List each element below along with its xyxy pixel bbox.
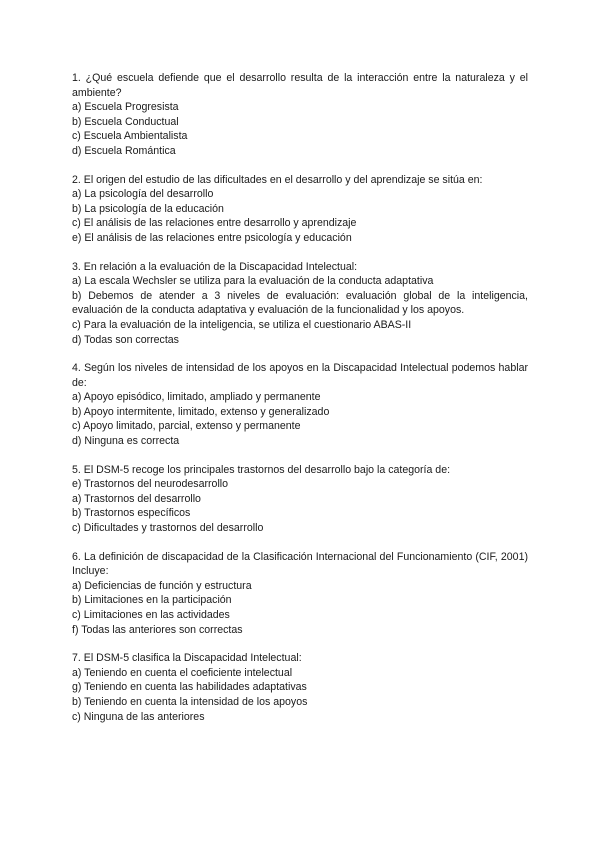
option-item: c) El análisis de las relaciones entre desarrollo y aprendizaje [72,217,357,230]
option-item: a) Teniendo en cuenta el coeficiente intelectual [72,666,293,679]
option-item: b) Teniendo en cuenta la intensidad de los apoyos [72,695,308,708]
option-item: b) Trastornos específicos [72,507,191,520]
option-item: a) Trastornos del desarrollo [72,492,201,505]
question-text: 6. La definición de discapacidad de la Clasificación Internacional del Funcionamiento (CIF, 2001) Incluye: [72,550,528,578]
question-2 [72,173,528,246]
option-item: e) El análisis de las relaciones entre psicología y educación [72,231,352,244]
option-item: c) Ninguna de las anteriores [72,710,205,723]
option-item: a) Escuela Progresista [72,101,179,114]
question-text: 2. El origen del estudio de las dificultades en el desarrollo y del aprendizaje se sitúa en: [72,173,483,186]
question-text: 4. Según los niveles de intensidad de los apoyos en la Discapacidad Intelectual podemos hablar de: [72,362,528,389]
question-text: 5. El DSM-5 recoge los principales trastornos del desarrollo bajo la categoría de: [72,463,451,476]
option-item: b) Apoyo intermitente, limitado, extenso y generalizado [72,405,330,418]
option-item: a) Apoyo episódico, limitado, ampliado y permanente [72,391,321,404]
option-item: e) Trastornos del neurodesarrollo [72,478,229,491]
option-item: c) Limitaciones en las actividades [72,609,230,621]
option-item: c) Escuela Ambientalista [72,130,188,143]
option-item: g) Teniendo en cuenta las habilidades adaptativas [72,681,307,694]
option-item: c) Apoyo limitado, parcial, extenso y permanente [72,420,301,433]
option-item: a) La psicología del desarrollo [72,188,214,201]
option-item: f) Todas las anteriores son correctas [72,623,243,636]
option-item: b) La psicología de la educación [72,202,224,215]
question-6 [72,550,528,638]
question-7 [72,651,528,724]
question-text: 7. El DSM-5 clasifica la Discapacidad Intelectual: [72,652,302,665]
option-item: c) Para la evaluación de la inteligencia, se utiliza el cuestionario ABAS-II [72,318,412,331]
option-item: c) Dificultades y trastornos del desarrollo [72,522,264,535]
question-text: 3. En relación a la evaluación de la Discapacidad Intelectual: [72,260,358,273]
option-item: b) Debemos de atender a 3 niveles de evaluación: evaluación global de la inteligencia, evaluación de la conducta adaptativa y evaluación de la funcionalidad y los apoyos. [72,289,528,317]
question-1 [72,71,528,159]
question-5 [72,463,528,536]
option-item: b) Limitaciones en la participación [72,594,232,607]
document-page [72,71,528,738]
option-item: d) Ninguna es correcta [72,435,180,448]
question-4 [72,361,528,449]
option-item: d) Escuela Romántica [72,144,176,157]
question-text: 1. ¿Qué escuela defiende que el desarrollo resulta de la interacción entre la naturaleza y el ambiente? [72,72,528,99]
option-item: d) Todas son correctas [72,333,179,346]
question-3 [72,260,528,348]
option-item: b) Escuela Conductual [72,115,179,128]
option-item: a) La escala Wechsler se utiliza para la evaluación de la conducta adaptativa [72,275,434,288]
option-item: a) Deficiencias de función y estructura [72,579,252,592]
